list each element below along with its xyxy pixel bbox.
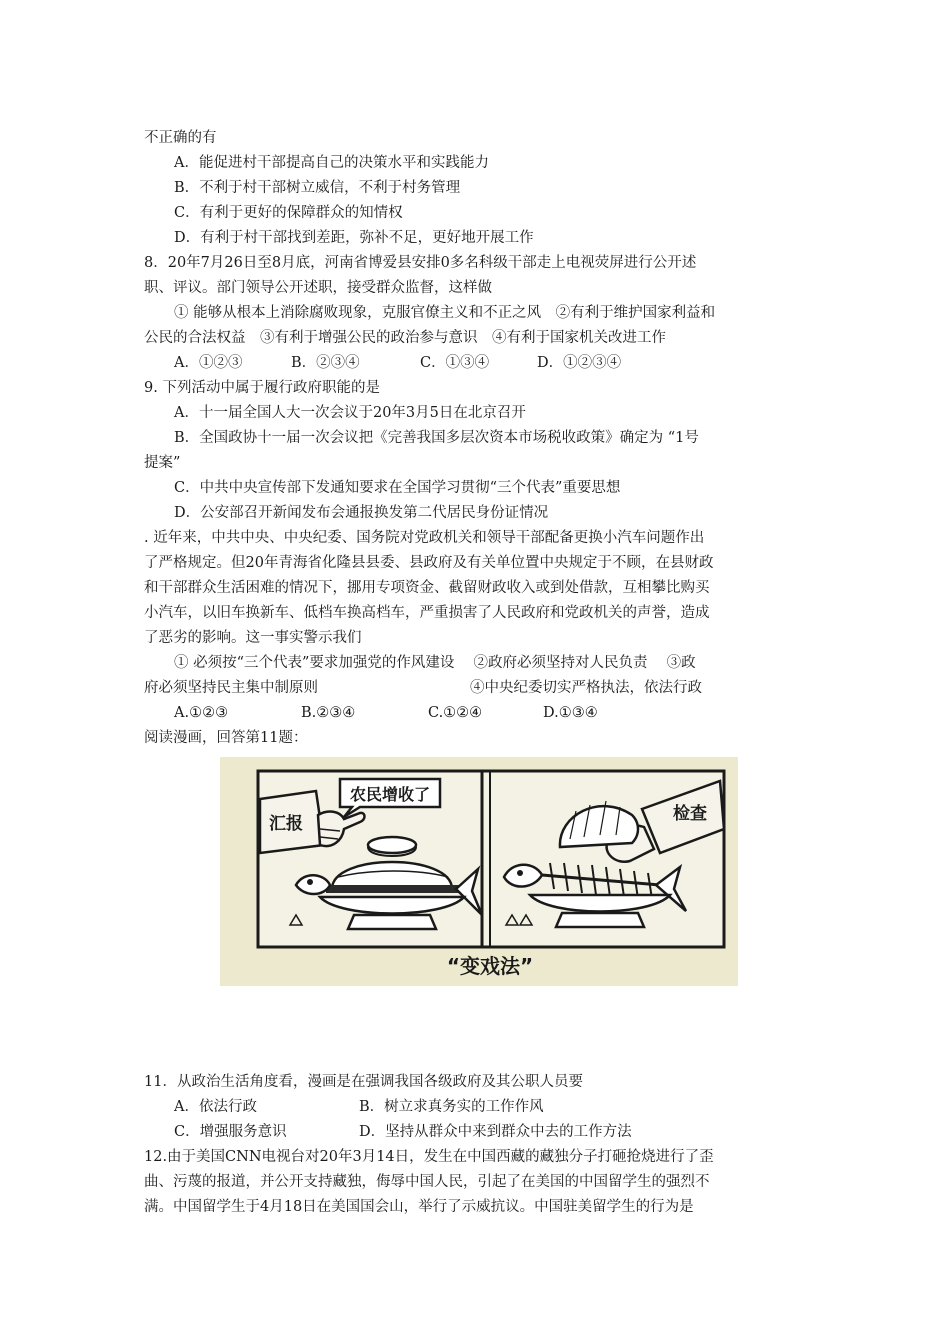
q12-line-1: 12.由于美国CNN电视台对20年3月14日，发生在中国西藏的藏独分子打砸抢烧进行了歪: [144, 1149, 714, 1165]
q10-option-a: A.①②③: [174, 705, 229, 721]
q8-option-d: D．①②③④: [537, 355, 622, 371]
q8-option-a: A．①②③: [174, 355, 243, 371]
speech-text: 农民增收了: [349, 785, 431, 804]
q7-option-d: D．有利于村干部找到差距，弥补不足，更好地开展工作: [174, 230, 534, 246]
q10-line-7b: ④中央纪委切实严格执法，依法行政: [470, 680, 702, 696]
q8-line-2: 职、评议。部门领导公开述职，接受群众监督，这样做: [144, 280, 492, 296]
q9-option-d: D．公安部召开新闻发布会通报换发第二代居民身份证情况: [174, 505, 549, 521]
q12-line-2: 曲、污蔑的报道，并公开支持藏独，侮辱中国人民，引起了在美国的中国留学生的强烈不: [144, 1174, 710, 1190]
q8-line-1: 8．20年7月26日至8月底，河南省博爱县安排0多名科级干部走上电视荧屏进行公开述: [144, 255, 697, 271]
q7-option-a: A．能促进村干部提高自己的决策水平和实践能力: [174, 155, 489, 171]
q9-option-a: A．十一届全国人大一次会议于20年3月5日在北京召开: [174, 405, 526, 421]
q10-option-d: D.①③④: [543, 705, 598, 721]
q10-line-5: 了恶劣的影响。这一事实警示我们: [144, 630, 362, 646]
q10-line-2: 了严格规定。但20年青海省化隆县县委、县政府及有关单位置中央规定于不顾，在县财政: [144, 555, 714, 571]
q11-option-c: C．增强服务意识: [174, 1124, 287, 1140]
right-hand-label: 检查: [673, 804, 707, 824]
q7-stem-tail: 不正确的有: [144, 130, 217, 146]
q8-line-4: 公民的合法权益 ③有利于增强公民的政治参与意识 ④有利于国家机关改进工作: [144, 330, 666, 346]
q11-option-a: A．依法行政: [174, 1099, 257, 1115]
cartoon-intro: 阅读漫画，回答第11题：: [144, 730, 308, 746]
cartoon-image: [220, 757, 738, 986]
q9-option-b-line-2: 提案”: [144, 455, 181, 471]
q10-line-1: . 近年来，中共中央、中央纪委、国务院对党政机关和领导干部配备更换小汽车问题作出: [144, 530, 705, 546]
q10-option-c: C.①②④: [428, 705, 483, 721]
q11-option-d: D．坚持从群众中来到群众中去的工作方法: [359, 1124, 632, 1140]
q9-option-b-line-1: B．全国政协十一届一次会议把《完善我国多层次资本市场税收政策》确定为 “1号: [174, 430, 699, 446]
q7-option-c: C．有利于更好的保障群众的知情权: [174, 205, 403, 221]
q10-line-3: 和干部群众生活困难的情况下，挪用专项资金、截留财政收入或到处借款，互相攀比购买: [144, 580, 710, 596]
q9-stem: 9. 下列活动中属于履行政府职能的是: [144, 380, 380, 396]
q8-option-c: C．①③④: [420, 355, 490, 371]
left-hand-label: 汇报: [269, 814, 303, 834]
q8-line-3: ① 能够从根本上消除腐败现象，克服官僚主义和不正之风 ②有利于维护国家利益和: [174, 305, 716, 321]
q12-line-3: 满。中国留学生于4月18日在美国国会山，举行了示威抗议。中国驻美留学生的行为是: [144, 1199, 694, 1215]
q11-stem: 11．从政治生活角度看，漫画是在强调我国各级政府及其公职人员要: [144, 1074, 583, 1090]
q11-option-b: B．树立求真务实的工作作风: [359, 1099, 544, 1115]
q7-option-b: B．不利于村干部树立威信，不利于村务管理: [174, 180, 461, 196]
q10-line-7a: 府必须坚持民主集中制原则: [144, 680, 318, 696]
q8-option-b: B．②③④: [291, 355, 360, 371]
q9-option-c: C．中共中央宣传部下发通知要求在全国学习贯彻“三个代表”重要思想: [174, 480, 621, 496]
q10-option-b: B.②③④: [301, 705, 356, 721]
cartoon-caption: “变戏法”: [446, 954, 534, 978]
q10-line-6: ① 必须按“三个代表”要求加强党的作风建设 ②政府必须坚持对人民负责 ③政: [174, 655, 696, 671]
q10-line-4: 小汽车，以旧车换新车、低档车换高档车，严重损害了人民政府和党政机关的声誉，造成: [144, 605, 710, 621]
